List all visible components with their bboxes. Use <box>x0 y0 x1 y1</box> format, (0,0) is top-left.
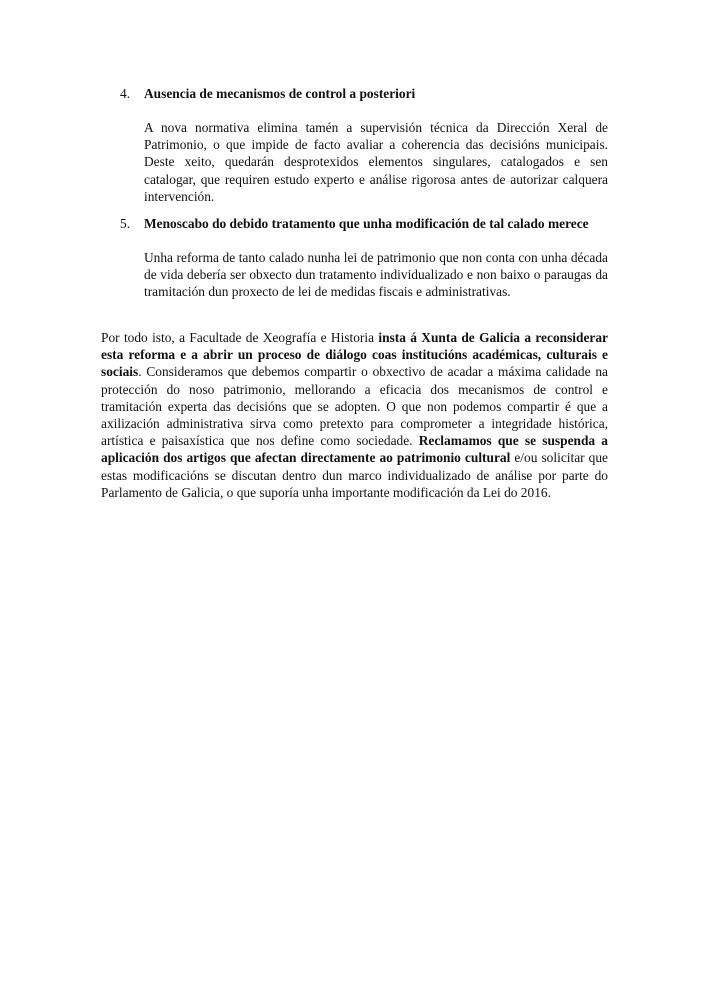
list-item-5 <box>120 215 608 301</box>
closing-paragraph <box>101 329 608 501</box>
list-item-number: 5. <box>120 216 131 231</box>
list-item-number: 4. <box>120 86 131 101</box>
list-item-heading <box>120 85 608 102</box>
list-item-title: Menoscabo do debido tratamento que unha modificación de tal calado merece <box>144 216 589 231</box>
list-item-4 <box>120 85 608 205</box>
closing-text-end: e/ou solicitar que estas modificacións se discutan dentro dun marco individualizado de análise por parte do Parlamento de Galicia, o que suporía unha importante modificación da Lei do 2016. <box>101 450 608 500</box>
closing-text-intro: Por todo isto, a Facultade de Xeografía e Historia <box>101 330 379 345</box>
list-item-body: Unha reforma de tanto calado nunha lei de patrimonio que non conta con unha década de vida debería ser obxecto dun tratamento individualizado e non baixo o paraugas da tramitación dun proxecto de lei de medidas fiscais e administrativas. <box>144 250 608 300</box>
list-item-title: Ausencia de mecanismos de control a posteriori <box>144 86 416 101</box>
closing-demand-bold: insta á Xunta de Galicia a reconsiderar esta reforma e a abrir un proceso de diálogo coas institucións académicas, culturais e sociais <box>101 330 608 380</box>
closing-request-bold: Reclamamos que se suspenda a aplicación dos artigos que afectan directamente ao patrimonio cultural <box>101 433 609 466</box>
list-item-heading <box>120 215 608 232</box>
list-item-body: A nova normativa elimina tamén a supervisión técnica da Dirección Xeral de Patrimonio, o que impide de facto avaliar a coherencia das decisións municipais. Deste xeito, quedarán desprotexidos elementos singulares, catalogados e sen catalogar, que requiren estudo experto e análise rigorosa antes de autorizar calquera intervención. <box>144 120 608 204</box>
closing-text-middle: . Consideramos que debemos compartir o obxectivo de acadar a máxima calidade na protección do noso patrimonio, mellorando a eficacia dos mecanismos de control e tramitación experta das decisións que se adopten. O que non podemos compartir é que a axilización administrativa sirva como pretexto para comprometer a integridade histórica, artística e paisaxística que nos define como sociedade. <box>101 364 608 449</box>
